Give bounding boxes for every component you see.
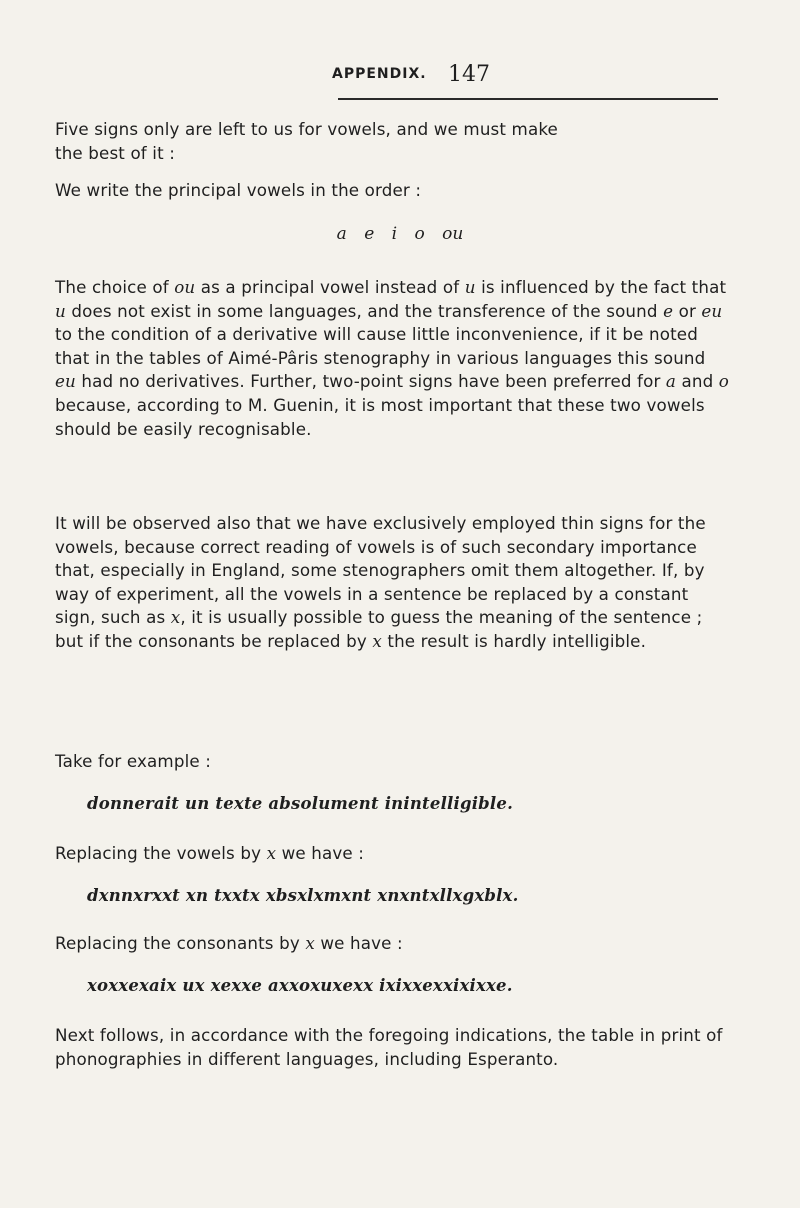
replace-consonants-text-1: Replacing the consonants by <box>55 933 306 953</box>
p1-text-7: had no derivatives. Further, two-point signs have been preferred for <box>75 371 666 392</box>
p1-ou: ou <box>174 277 196 297</box>
running-title: APPENDIX. <box>332 66 427 82</box>
header-rule <box>338 98 718 100</box>
paragraph-thin-signs <box>55 512 731 654</box>
replace-consonants-x: x <box>305 933 315 953</box>
p1-o: o <box>718 371 729 392</box>
replace-vowels-line <box>55 842 731 866</box>
consonants-replaced-example: xoxxexaix ux xexxe axxoxuxexx ixixxexxixixxe. <box>87 976 513 995</box>
page-number: 147 <box>448 62 490 87</box>
vowels-replaced-example: dxnnxrxxt xn txxtx xbsxlxmxnt xnxntxllxgxblx. <box>87 886 519 905</box>
paragraph-vowel-choice <box>55 276 731 441</box>
replace-vowels-text-1: Replacing the vowels by <box>55 843 267 863</box>
vowel-order-line: a e i o ou <box>336 224 464 244</box>
p2-text-1: It will be observed also that we have exclusively employed thin signs for the vowels, because correct reading of vowels is of such secondary importance that, especially in England, some stenographers omit them altogether. If, by way of experiment, all the vowels in a sentence be replaced by a constant sign, such as <box>55 513 706 628</box>
p2-text-3: the result is hardly intelligible. <box>381 630 647 651</box>
p2-x-1: x <box>170 607 181 628</box>
take-example-text: Take for example : <box>55 751 211 771</box>
intro-paragraph <box>55 118 731 165</box>
example-sentence: donnerait un texte absolument inintelligible. <box>87 794 514 813</box>
p1-u-2: u <box>55 300 66 321</box>
order-text: We write the principal vowels in the order : <box>55 180 422 200</box>
running-head <box>0 62 800 92</box>
replace-consonants-line <box>55 932 731 956</box>
closing-text: Next follows, in accordance with the foregoing indications, the table in print of phonographies in different languages, including Esperanto. <box>55 1025 723 1069</box>
p1-a: a <box>665 371 677 392</box>
intro-line-1: Five signs only are left to us for vowels, and we must make <box>55 119 558 139</box>
p1-e: e <box>663 300 674 321</box>
p1-text-3: is influenced by the fact that <box>475 277 727 297</box>
p1-u-1: u <box>464 277 476 297</box>
take-example-line <box>55 750 731 774</box>
p1-text-6: to the condition of a derivative will cause little inconvenience, if it be noted that in the tables of Aimé-Pâris stenography in various languages this sound <box>55 324 706 368</box>
replace-vowels-text-2: we have : <box>276 843 365 863</box>
replace-consonants-text-2: we have : <box>314 933 403 953</box>
p1-text-1: The choice of <box>55 277 175 297</box>
intro-line-2: the best of it : <box>55 142 175 163</box>
p1-text-9: because, according to M. Guenin, it is most important that these two vowels should be easily recognisable. <box>55 394 705 439</box>
p2-x-2: x <box>372 630 382 651</box>
order-sentence <box>55 179 731 203</box>
p1-text-8: and <box>676 371 719 392</box>
p1-eu-1: eu <box>701 300 723 321</box>
p2-text-2: , it is usually possible to guess the meaning of the sentence ; but if the consonants be replaced by <box>55 607 703 651</box>
replace-vowels-x: x <box>266 843 277 863</box>
closing-paragraph <box>55 1024 731 1071</box>
p1-text-5: or <box>673 300 702 321</box>
p1-eu-2: eu <box>55 371 76 392</box>
p1-text-2: as a principal vowel instead of <box>195 277 465 297</box>
p1-text-4: does not exist in some languages, and the transference of the sound <box>65 300 664 321</box>
